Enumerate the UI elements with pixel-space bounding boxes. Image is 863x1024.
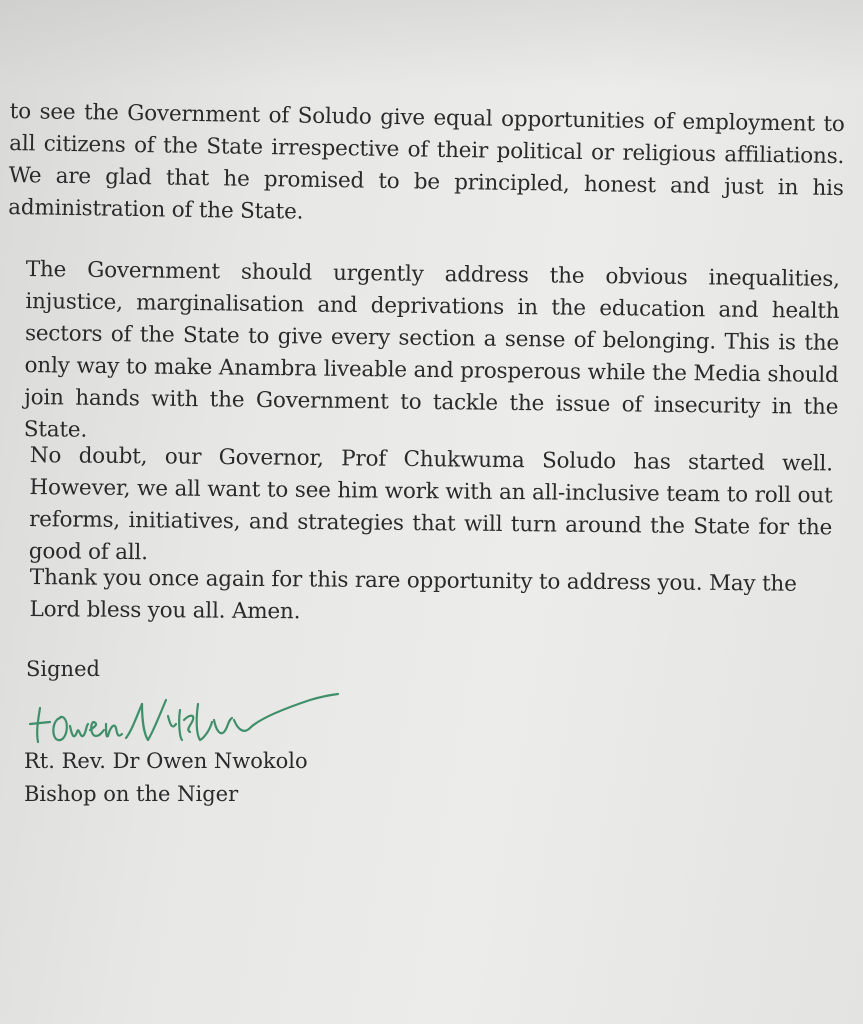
- paragraph-inequalities: The Government should urgently address the obvious inequalities, injustice, marginalisation and deprivations in the education and health sectors of the State to give every section a sense of belonging. This is the only way to make Anambra liveable and prosperous while the Media should join hands with the Government to tackle the issue of insecurity in the State.: [23, 256, 840, 443]
- signer-name: Rt. Rev. Dr Owen Nwokolo: [24, 749, 308, 773]
- signed-label: Signed: [26, 657, 100, 681]
- paragraph-thanks: Thank you once again for this rare opportunity to address you. May the Lord bless you all. Amen.: [29, 564, 797, 625]
- paragraph-equal-opportunities: to see the Government of Soludo give equal opportunities of employment to all citizens of the State irrespective of their political or religious affiliations. We are glad that he promised to be principled, honest and just in his administration of the State.: [8, 98, 845, 225]
- paper-shadow: [0, 0, 863, 90]
- signer-title: Bishop on the Niger: [24, 782, 239, 806]
- paragraph-governor: No doubt, our Governor, Prof Chukwuma Soludo has started well. However, we all want to see him work with an all-inclusive team to roll out reforms, initiatives, and strategies that will turn around the State for the good of all.: [28, 442, 833, 566]
- handwritten-signature-icon: [20, 690, 350, 754]
